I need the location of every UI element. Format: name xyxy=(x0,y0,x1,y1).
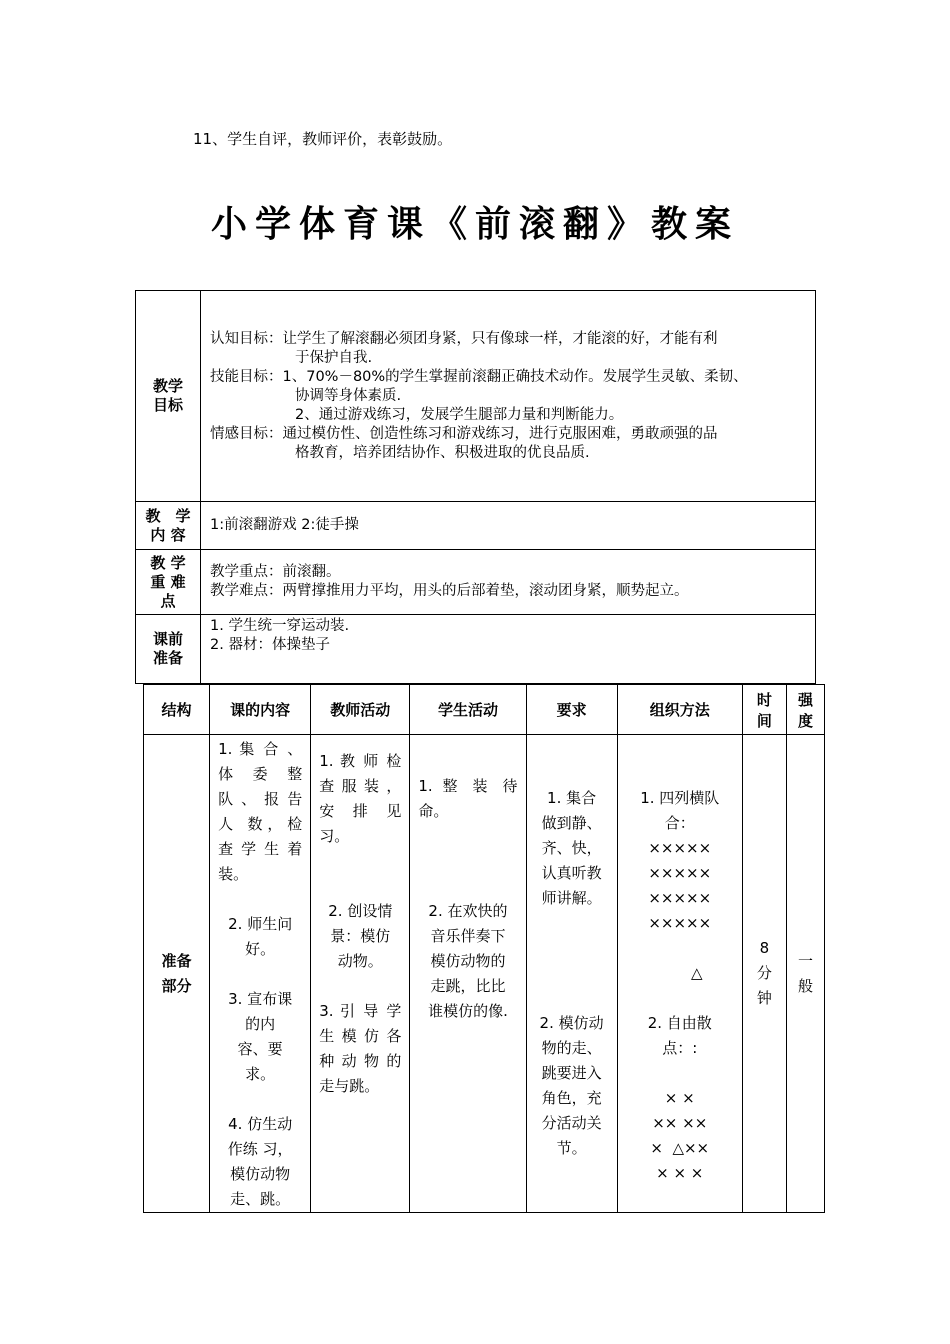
goal-skill-cont: 协调等身体素质. xyxy=(295,387,402,404)
teacher-line: 1. 教 师 检 xyxy=(319,752,402,770)
prep-item: 1. 学生统一穿运动装. xyxy=(210,618,350,634)
goal-skill: 技能目标：1、70%－80%的学生掌握前滚翻正确技术动作。发展学生灵敏、柔韧、 xyxy=(210,368,748,385)
difficult-point: 教学难点：两臂撑推用力平均，用头的后部着垫，滚动团身紧，顺势起立。 xyxy=(210,583,689,599)
content-line: 队 、 报 告 xyxy=(218,790,303,808)
key-label-line: 点 xyxy=(160,591,176,610)
teacher-line: 生 模 仿 各 xyxy=(319,1027,402,1045)
student-line: 走跳，比比 xyxy=(430,977,506,995)
header-intensity-line: 度 xyxy=(797,711,813,730)
teacher-line: 走与跳。 xyxy=(319,1077,380,1095)
requirement-line: 角色，充 xyxy=(541,1089,602,1107)
goal-cognitive: 认知目标：让学生了解滚翻必须团身紧，只有像球一样，才能滚的好，才能有利 xyxy=(210,330,718,347)
section-line: 部分 xyxy=(161,976,192,995)
requirement-line: 认真听教 xyxy=(541,864,602,882)
header-time-line: 时 xyxy=(756,690,772,709)
header-student: 学生活动 xyxy=(410,685,526,735)
header-intensity xyxy=(786,685,824,735)
content-line: 的内 xyxy=(245,1015,276,1033)
requirement-line: 2. 模仿动 xyxy=(539,1014,604,1032)
content-line: 2. 师生问 xyxy=(228,915,293,933)
key-label xyxy=(136,550,201,615)
section-line: 准备 xyxy=(161,951,192,970)
student-line: 命。 xyxy=(418,802,449,820)
time-value: 分 xyxy=(756,964,772,982)
info-table xyxy=(135,290,816,684)
goals-label-line: 目标 xyxy=(152,396,183,414)
header-structure: 结构 xyxy=(144,685,210,735)
requirement-line: 节。 xyxy=(556,1139,587,1157)
student-cell xyxy=(410,735,526,1213)
content-line: 4. 仿生动 xyxy=(228,1115,293,1133)
goal-cognitive-cont: 于保护自我. xyxy=(295,349,373,366)
page-title: 小学体育课《前滚翻》教案 xyxy=(210,203,739,245)
organization-line: 合： xyxy=(664,814,695,832)
formation-row: ××××× xyxy=(648,839,712,857)
content-label-line: 内 容 xyxy=(150,525,186,544)
teacher-line: 3. 引 导 学 xyxy=(319,1002,402,1020)
requirement-line: 分活动关 xyxy=(541,1114,602,1132)
student-line: 谁模仿的像. xyxy=(428,1002,508,1020)
header-time-line: 间 xyxy=(756,711,772,730)
formation-row: ××××× xyxy=(648,864,712,882)
time-value: 钟 xyxy=(756,989,772,1007)
content-label xyxy=(136,502,201,550)
teacher-line: 查 服 装 ， xyxy=(319,777,402,795)
time-cell xyxy=(742,735,786,1213)
content-line: 走、跳。 xyxy=(230,1190,291,1208)
content-line: 查 学 生 着 xyxy=(218,840,303,858)
content-line: 模仿动物 xyxy=(230,1165,291,1183)
content-cell xyxy=(210,735,311,1213)
goals-label xyxy=(136,291,201,502)
goals-label-line: 教学 xyxy=(152,377,183,395)
prep-label-line: 准备 xyxy=(152,649,183,667)
scatter-row: ×× ×× xyxy=(652,1114,708,1132)
content-line: 作练 习， xyxy=(227,1140,293,1158)
requirement-line: 做到静、 xyxy=(541,814,602,832)
organization-cell xyxy=(617,735,742,1213)
intensity-value: 般 xyxy=(797,976,813,995)
scatter-row: × × × xyxy=(656,1164,704,1182)
key-point: 教学重点：前滚翻。 xyxy=(210,564,341,580)
prep-label xyxy=(136,615,201,684)
scatter-row: × △×× xyxy=(650,1139,710,1157)
prep-cell xyxy=(201,615,816,684)
section-cell xyxy=(144,735,210,1213)
intensity-cell xyxy=(786,735,824,1213)
content-line: 容、要 xyxy=(237,1040,283,1058)
student-line: 2. 在欢快的 xyxy=(428,902,508,920)
student-line: 模仿动物的 xyxy=(430,952,506,970)
prep-label-line: 课前 xyxy=(152,630,183,648)
student-line: 音乐伴奏下 xyxy=(430,927,506,945)
content-label-line: 教 学 xyxy=(145,506,191,525)
organization-line: 1. 四列横队 xyxy=(640,789,720,807)
student-line: 1. 整 装 待 xyxy=(418,777,518,795)
intro-line: 11、学生自评，教师评价，表彰鼓励。 xyxy=(193,130,453,148)
requirement-line: 齐、快， xyxy=(541,839,602,857)
header-intensity-line: 强 xyxy=(797,690,813,709)
header-organization: 组织方法 xyxy=(617,685,742,735)
goal-emotion: 情感目标：通过模仿性、创造性练习和游戏练习，进行克服困难，勇敢顽强的品 xyxy=(210,425,718,442)
requirement-cell xyxy=(526,735,617,1213)
header-teacher: 教师活动 xyxy=(311,685,410,735)
requirement-line: 师讲解。 xyxy=(541,889,602,907)
key-cell xyxy=(201,550,816,615)
key-label-line: 教 学 xyxy=(150,553,186,572)
requirement-line: 跳要进入 xyxy=(541,1064,602,1082)
content-line: 人 数，检 xyxy=(218,815,303,833)
content-line: 装。 xyxy=(218,865,249,883)
header-time xyxy=(742,685,786,735)
goal-emotion-cont: 格教育，培养团结协作、积极进取的优良品质. xyxy=(295,444,590,461)
teacher-line: 种 动 物 的 xyxy=(319,1052,402,1070)
teacher-position-icon: △ xyxy=(690,964,703,982)
teacher-line: 动物。 xyxy=(337,952,383,970)
organization-line: 2. 自由散 xyxy=(647,1014,712,1032)
content-line: 1. 集 合 、 xyxy=(218,740,303,758)
intensity-value: 一 xyxy=(797,951,813,970)
requirement-line: 1. 集合 xyxy=(547,789,597,807)
lesson-plan-table xyxy=(143,684,825,1213)
teacher-line: 安 排 见 xyxy=(319,802,402,820)
header-requirement: 要求 xyxy=(526,685,617,735)
content-line: 好。 xyxy=(245,940,276,958)
key-label-line: 重 难 xyxy=(150,572,186,591)
content-text: 1:前滚翻游戏 2:徒手操 xyxy=(201,502,816,550)
organization-line: 点：: xyxy=(662,1039,698,1057)
goals-cell xyxy=(201,291,816,502)
time-value: 8 xyxy=(759,939,770,957)
prep-item: 2. 器材：体操垫子 xyxy=(210,637,330,653)
formation-row: ××××× xyxy=(648,889,712,907)
formation-row: ××××× xyxy=(648,914,712,932)
goal-skill-2: 2、通过游戏练习，发展学生腿部力量和判断能力。 xyxy=(295,406,624,423)
content-line: 求。 xyxy=(245,1065,276,1083)
content-line: 3. 宣布课 xyxy=(228,990,293,1008)
content-line: 体 委 整 xyxy=(218,765,303,783)
teacher-line: 景：模仿 xyxy=(330,927,391,945)
teacher-line: 2. 创设情 xyxy=(328,902,393,920)
teacher-cell xyxy=(311,735,410,1213)
scatter-row: × × xyxy=(664,1089,695,1107)
header-content: 课的内容 xyxy=(210,685,311,735)
requirement-line: 物的走、 xyxy=(541,1039,602,1057)
teacher-line: 习。 xyxy=(319,827,350,845)
